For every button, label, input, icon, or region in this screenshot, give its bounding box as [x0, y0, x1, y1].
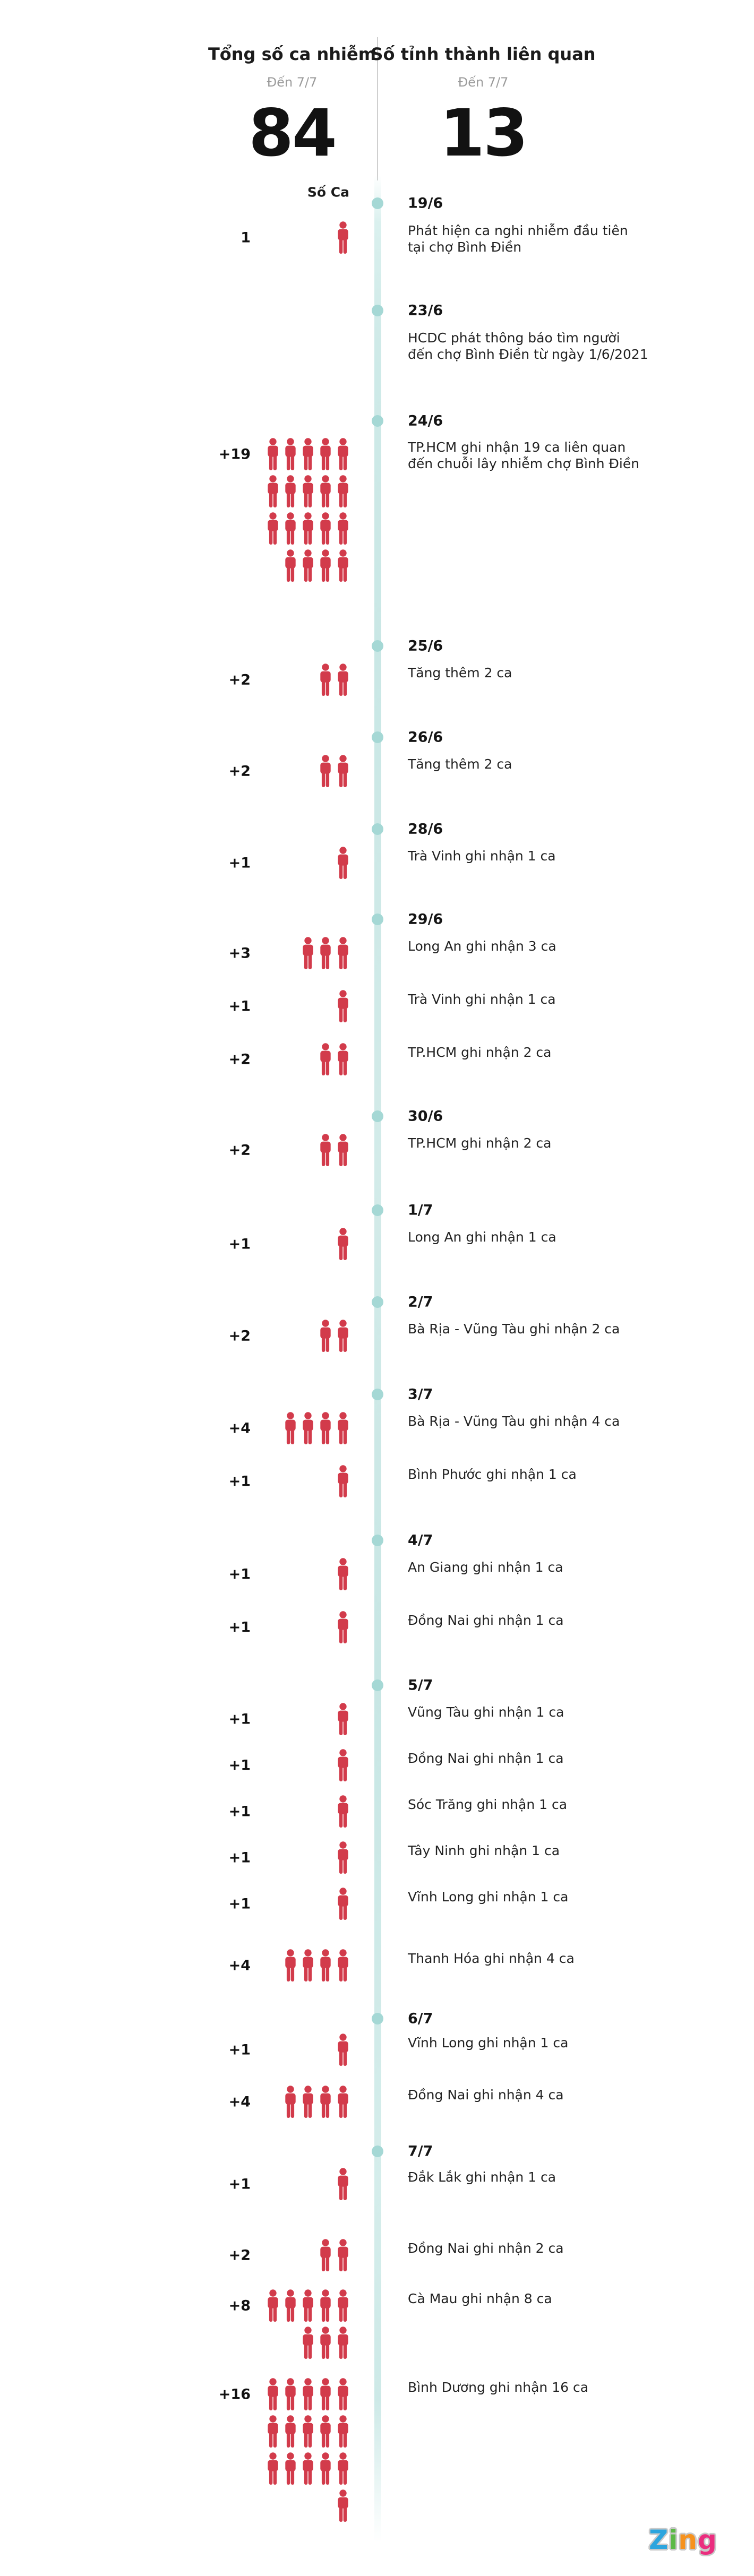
person-icon-row	[337, 2489, 349, 2522]
timeline-dot	[372, 1110, 383, 1122]
person-icon-row	[267, 2378, 349, 2411]
case-description: Bình Phước ghi nhận 1 ca	[408, 1467, 577, 1482]
person-icon	[284, 2452, 297, 2485]
person-icon	[337, 1465, 349, 1498]
timeline-dot	[372, 305, 383, 316]
person-icon	[337, 2489, 349, 2522]
person-icon-row	[284, 1412, 349, 1445]
person-icon	[337, 2327, 349, 2359]
timeline-dot	[372, 640, 383, 652]
person-icon	[319, 1949, 332, 1982]
person-icons	[319, 664, 349, 696]
person-icon	[319, 512, 332, 545]
person-icons	[319, 1043, 349, 1076]
zing-logo	[649, 2522, 717, 2557]
person-icons	[319, 1134, 349, 1167]
person-icons	[337, 1611, 349, 1644]
zing-logo-letter: Z	[649, 2525, 669, 2555]
person-icon	[267, 438, 279, 471]
person-icon	[337, 2378, 349, 2411]
person-icon-row	[319, 1134, 349, 1167]
person-icon	[267, 512, 279, 545]
person-icon	[319, 2415, 332, 2448]
case-count-label: +1	[228, 2041, 251, 2058]
case-description: Tăng thêm 2 ca	[408, 756, 512, 772]
person-icon	[284, 1412, 297, 1445]
case-description: Vĩnh Long ghi nhận 1 ca	[408, 1889, 569, 1905]
timeline-axis	[374, 175, 381, 2543]
person-icon-row	[337, 221, 349, 254]
person-icons	[284, 2086, 349, 2118]
timeline-dot	[372, 1296, 383, 1308]
person-icon-row	[337, 1749, 349, 1782]
person-icon	[337, 937, 349, 970]
person-icon	[337, 1134, 349, 1167]
person-icons	[337, 2168, 349, 2201]
person-icon	[319, 1412, 332, 1445]
person-icon	[319, 475, 332, 508]
case-count-label: 1	[241, 229, 251, 246]
timeline-date: 7/7	[408, 2143, 433, 2160]
person-icon-row	[267, 2415, 349, 2448]
timeline-date: 30/6	[408, 1108, 443, 1125]
person-icon-row	[337, 990, 349, 1023]
person-icon	[284, 438, 297, 471]
case-description: Đồng Nai ghi nhận 1 ca	[408, 1613, 564, 1628]
person-icon	[302, 512, 314, 545]
timeline-dot	[372, 2146, 383, 2157]
person-icons	[267, 2378, 349, 2522]
person-icon	[337, 2086, 349, 2118]
provinces-asof: Đến 7/7	[458, 75, 509, 90]
zing-logo-letter: i	[669, 2525, 679, 2555]
case-description: An Giang ghi nhận 1 ca	[408, 1560, 563, 1575]
person-icon	[337, 438, 349, 471]
person-icon	[319, 1043, 332, 1076]
person-icon	[267, 2452, 279, 2485]
person-icon	[284, 2289, 297, 2322]
person-icon	[284, 549, 297, 582]
provinces-stat	[350, 44, 616, 171]
total-cases-title: Tổng số ca nhiễm	[208, 44, 376, 64]
person-icon	[319, 2086, 332, 2118]
timeline-date: 2/7	[408, 1294, 433, 1311]
person-icon	[337, 1320, 349, 1352]
person-icon-row	[267, 2452, 349, 2485]
person-icon	[337, 2168, 349, 2201]
person-icon	[337, 1949, 349, 1982]
person-icon	[337, 2452, 349, 2485]
person-icons	[319, 2239, 349, 2272]
person-icon	[319, 2378, 332, 2411]
timeline-date: 5/7	[408, 1677, 433, 1694]
case-description: TP.HCM ghi nhận 19 ca liên quan đến chuỗi lây nhiễm chợ Bình Điền	[408, 440, 640, 471]
person-icon	[302, 1949, 314, 1982]
case-count-label: +1	[228, 1849, 251, 1866]
person-icon	[302, 2327, 314, 2359]
person-icon	[302, 2415, 314, 2448]
person-icon-row	[337, 1558, 349, 1591]
person-icon	[337, 755, 349, 788]
person-icon-row	[337, 1795, 349, 1828]
timeline-date: 6/7	[408, 2010, 433, 2027]
timeline-dot	[372, 1389, 383, 1400]
timeline-date: 4/7	[408, 1532, 433, 1549]
person-icon	[284, 512, 297, 545]
timeline-date: 29/6	[408, 911, 443, 928]
person-icons	[302, 937, 349, 970]
case-description: Trà Vinh ghi nhận 1 ca	[408, 848, 556, 864]
person-icons	[337, 1703, 349, 1736]
person-icon-row	[267, 475, 349, 508]
person-icon-row	[302, 937, 349, 970]
person-icon	[319, 1134, 332, 1167]
zing-logo-letter: g	[698, 2525, 717, 2555]
person-icon-row	[284, 2086, 349, 2118]
case-description: Thanh Hóa ghi nhận 4 ca	[408, 1951, 575, 1966]
person-icon	[337, 1888, 349, 1920]
person-icon	[302, 2452, 314, 2485]
person-icon	[337, 221, 349, 254]
case-count-label: +1	[228, 1236, 251, 1253]
person-icon	[302, 937, 314, 970]
timeline-dot	[372, 1535, 383, 1546]
person-icon	[337, 1228, 349, 1261]
person-icon	[302, 475, 314, 508]
person-icon-row	[267, 512, 349, 545]
timeline-date: 3/7	[408, 1386, 433, 1403]
timeline-dot	[372, 415, 383, 427]
person-icons	[319, 1320, 349, 1352]
person-icon-row	[337, 1703, 349, 1736]
person-icons	[337, 1888, 349, 1920]
person-icon	[267, 475, 279, 508]
timeline-date: 23/6	[408, 302, 443, 319]
person-icons	[267, 2289, 349, 2359]
person-icon	[302, 2086, 314, 2118]
person-icon-row	[337, 1228, 349, 1261]
person-icon	[284, 2378, 297, 2411]
timeline-dot	[372, 823, 383, 835]
case-description: Bà Rịa - Vũng Tàu ghi nhận 4 ca	[408, 1414, 620, 1429]
person-icon	[337, 549, 349, 582]
person-icon-row	[337, 1611, 349, 1644]
person-icon-row	[337, 2034, 349, 2066]
person-icon-row	[337, 2168, 349, 2201]
person-icon	[284, 475, 297, 508]
person-icons	[284, 1412, 349, 1445]
case-count-label: +1	[228, 1619, 251, 1636]
person-icon	[337, 1043, 349, 1076]
axis-label: Số Ca	[307, 184, 349, 200]
person-icon-row	[337, 1888, 349, 1920]
person-icon	[267, 2415, 279, 2448]
case-count-label: +16	[218, 2386, 251, 2403]
case-description: Tây Ninh ghi nhận 1 ca	[408, 1843, 560, 1858]
person-icons	[337, 990, 349, 1023]
timeline-dot	[372, 1679, 383, 1691]
person-icon	[319, 755, 332, 788]
timeline-date: 1/7	[408, 1202, 433, 1219]
case-count-label: +4	[228, 1957, 251, 1974]
case-description: Vĩnh Long ghi nhận 1 ca	[408, 2035, 569, 2051]
case-count-label: +1	[228, 2176, 251, 2193]
case-count-label: +4	[228, 1420, 251, 1437]
timeline-dot	[372, 914, 383, 925]
case-description: TP.HCM ghi nhận 2 ca	[408, 1135, 552, 1151]
case-count-label: +1	[228, 1566, 251, 1583]
total-cases-asof: Đến 7/7	[267, 75, 318, 90]
person-icon-row	[267, 438, 349, 471]
person-icons	[337, 1749, 349, 1782]
person-icons	[337, 221, 349, 254]
person-icon	[284, 1949, 297, 1982]
timeline-dot	[372, 1204, 383, 1216]
case-count-label: +1	[228, 998, 251, 1015]
case-description: TP.HCM ghi nhận 2 ca	[408, 1045, 552, 1060]
person-icon-row	[267, 2289, 349, 2322]
case-count-label: +2	[228, 1142, 251, 1159]
person-icon	[302, 1412, 314, 1445]
case-description: Cà Mau ghi nhận 8 ca	[408, 2291, 552, 2306]
case-count-label: +1	[228, 1896, 251, 1912]
person-icon	[337, 664, 349, 696]
person-icon	[319, 549, 332, 582]
case-description: Bà Rịa - Vũng Tàu ghi nhận 2 ca	[408, 1321, 620, 1337]
timeline-date: 24/6	[408, 412, 443, 429]
person-icon	[302, 2289, 314, 2322]
person-icon	[284, 2086, 297, 2118]
person-icon	[319, 438, 332, 471]
person-icons	[284, 1949, 349, 1982]
case-count-label: +1	[228, 1757, 251, 1774]
person-icon	[302, 438, 314, 471]
person-icon	[319, 2452, 332, 2485]
person-icons	[337, 1228, 349, 1261]
person-icon	[267, 2289, 279, 2322]
person-icons	[337, 1465, 349, 1498]
total-cases-value: 84	[249, 96, 336, 171]
person-icon-row	[319, 755, 349, 788]
provinces-value: 13	[440, 96, 527, 171]
person-icon	[337, 2034, 349, 2066]
person-icon	[337, 1749, 349, 1782]
person-icon-row	[319, 2239, 349, 2272]
person-icon-row	[337, 847, 349, 880]
case-count-label: +1	[228, 855, 251, 872]
person-icon	[319, 2239, 332, 2272]
person-icon-row	[302, 2327, 349, 2359]
case-description: Đắk Lắk ghi nhận 1 ca	[408, 2169, 556, 2185]
case-description: Sóc Trăng ghi nhận 1 ca	[408, 1797, 568, 1812]
zing-logo-letter: n	[678, 2525, 698, 2555]
case-count-label: +4	[228, 2093, 251, 2110]
timeline-date: 28/6	[408, 821, 443, 838]
timeline-dot	[372, 2013, 383, 2024]
person-icon	[337, 847, 349, 880]
person-icon	[267, 2378, 279, 2411]
person-icon	[337, 475, 349, 508]
person-icons	[337, 1795, 349, 1828]
case-count-label: +1	[228, 1473, 251, 1490]
person-icon-row	[319, 1043, 349, 1076]
person-icon	[337, 1841, 349, 1874]
person-icons	[337, 1558, 349, 1591]
person-icons	[319, 755, 349, 788]
case-description: Trà Vinh ghi nhận 1 ca	[408, 992, 556, 1007]
person-icon	[337, 2239, 349, 2272]
person-icon	[319, 2289, 332, 2322]
person-icon-row	[319, 664, 349, 696]
case-count-label: +1	[228, 1803, 251, 1820]
person-icon	[319, 664, 332, 696]
case-count-label: +19	[218, 446, 251, 463]
timeline-date: 26/6	[408, 729, 443, 746]
case-description: Long An ghi nhận 1 ca	[408, 1229, 556, 1245]
person-icon	[337, 2289, 349, 2322]
person-icon	[319, 1320, 332, 1352]
case-count-label: +2	[228, 1051, 251, 1068]
person-icon	[337, 2415, 349, 2448]
person-icon	[337, 1703, 349, 1736]
person-icon	[337, 1558, 349, 1591]
person-icon-row	[319, 1320, 349, 1352]
case-count-label: +2	[228, 2247, 251, 2264]
person-icon	[319, 937, 332, 970]
case-count-label: +1	[228, 1711, 251, 1728]
case-description: Đồng Nai ghi nhận 2 ca	[408, 2241, 564, 2256]
case-count-label: +2	[228, 763, 251, 780]
person-icon-row	[337, 1465, 349, 1498]
person-icon	[284, 2415, 297, 2448]
person-icons	[267, 438, 349, 582]
person-icon	[337, 1611, 349, 1644]
case-count-label: +2	[228, 1328, 251, 1345]
person-icons	[337, 1841, 349, 1874]
person-icon-row	[337, 1841, 349, 1874]
person-icon	[337, 512, 349, 545]
case-description: HCDC phát thông báo tìm người đến chợ Bình Điền từ ngày 1/6/2021	[408, 330, 648, 362]
case-description: Long An ghi nhận 3 ca	[408, 938, 556, 954]
person-icon	[337, 1795, 349, 1828]
person-icon	[337, 1412, 349, 1445]
timeline-dot	[372, 731, 383, 743]
person-icon-row	[284, 1949, 349, 1982]
person-icon	[337, 990, 349, 1023]
case-count-label: +8	[228, 2297, 251, 2314]
person-icon	[319, 2327, 332, 2359]
person-icon	[302, 2378, 314, 2411]
case-count-label: +3	[228, 945, 251, 962]
case-description: Vũng Tàu ghi nhận 1 ca	[408, 1704, 564, 1720]
case-count-label: +2	[228, 671, 251, 688]
person-icons	[337, 847, 349, 880]
person-icons	[337, 2034, 349, 2066]
case-description: Đồng Nai ghi nhận 1 ca	[408, 1751, 564, 1766]
timeline-date: 25/6	[408, 637, 443, 654]
provinces-title: Số tỉnh thành liên quan	[371, 44, 596, 64]
case-description: Đồng Nai ghi nhận 4 ca	[408, 2087, 564, 2103]
case-description: Tăng thêm 2 ca	[408, 665, 512, 680]
case-description: Bình Dương ghi nhận 16 ca	[408, 2380, 589, 2395]
timeline-date: 19/6	[408, 195, 443, 212]
timeline-dot	[372, 197, 383, 209]
person-icon-row	[284, 549, 349, 582]
case-description: Phát hiện ca nghi nhiễm đầu tiên tại chợ Bình Điền	[408, 223, 628, 255]
person-icon	[302, 549, 314, 582]
